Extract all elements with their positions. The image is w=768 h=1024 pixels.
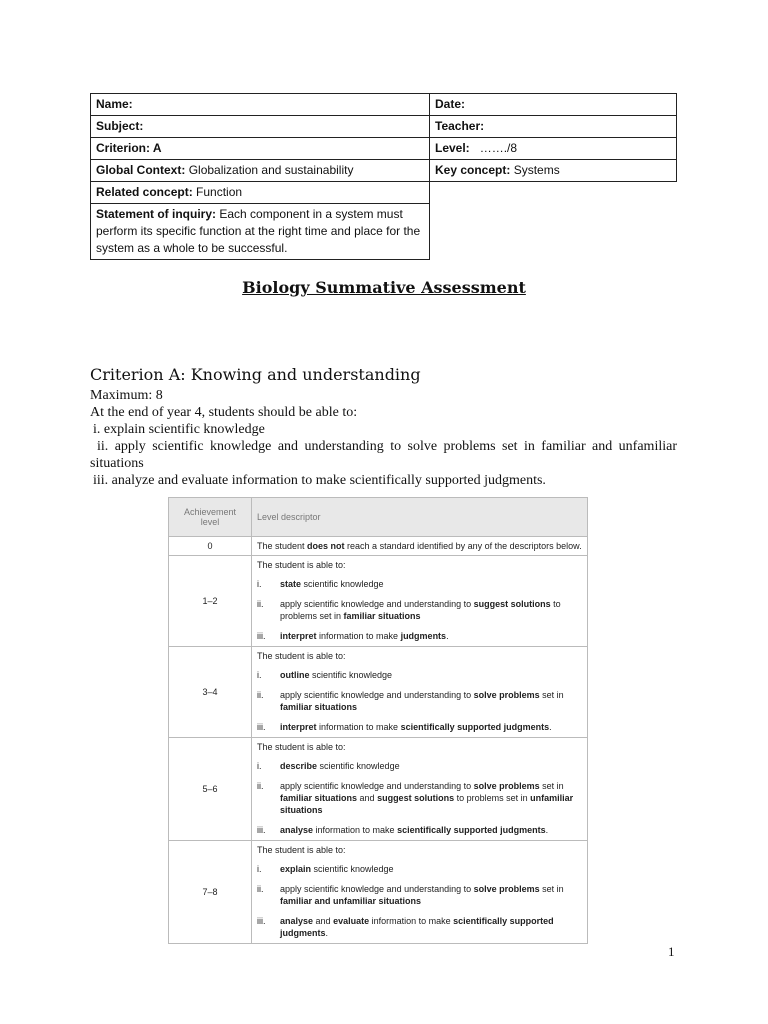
level-cell: 7–8 [169,841,252,944]
level-cell: 1–2 [169,556,252,647]
descriptor-list [257,760,582,836]
achievement-level-header: Achievement level [169,498,252,537]
related-concept-cell: Related concept: Function [91,182,430,204]
objective-1: i. explain scientific knowledge [93,422,265,437]
able-to-text: The student is able to: [257,742,346,752]
descriptor-cell [252,738,588,841]
header-info-table [90,93,677,260]
table-row [169,841,588,944]
maximum-text: Maximum: 8 [90,388,163,403]
empty-cell [430,182,677,204]
global-context-cell: Global Context: Globalization and sustainability [91,160,430,182]
list-item: iii. analyse and evaluate information to make scientifically supported judgments. [257,916,554,938]
list-item: i. state scientific knowledge [257,579,384,589]
level-cell: 5–6 [169,738,252,841]
level-cell: Level: ……./8 [430,138,677,160]
list-item: ii. apply scientific knowledge and understanding to solve problems set in familiar and unfamiliar situations [257,884,564,906]
objective-2: ii. apply scientific knowledge and understanding to solve problems set in familiar and unfamiliar situations [90,439,677,471]
level-cell: 0 [169,537,252,556]
able-to-text: The student is able to: [257,560,346,570]
descriptor-cell [252,841,588,944]
descriptor-list [257,578,582,642]
criterion-body [90,387,677,489]
descriptor-cell [252,647,588,738]
list-item: iii. interpret information to make judgments. [257,631,449,641]
able-to-text: The student is able to: [257,651,346,661]
name-cell: Name: [91,94,430,116]
list-item: i. outline scientific knowledge [257,670,393,680]
descriptor-cell [252,556,588,647]
intro-text: At the end of year 4, students should be able to: [90,405,358,420]
descriptor-list [257,863,582,939]
teacher-cell: Teacher: [430,116,677,138]
list-item: ii. apply scientific knowledge and understanding to solve problems set in familiar situations [257,690,564,712]
able-to-text: The student is able to: [257,845,346,855]
subject-cell: Subject: [91,116,430,138]
table-row [169,738,588,841]
level-cell: 3–4 [169,647,252,738]
criterion-cell: Criterion: A [91,138,430,160]
statement-of-inquiry-cell: Statement of inquiry: Each component in a system must perform its specific function at the right time and place for the system as a whole to be successful. [91,204,430,260]
list-item: iii. analyse information to make scientifically supported judgments. [257,825,549,835]
document-title: Biology Summative Assessment [242,278,526,297]
list-item: ii. apply scientific knowledge and understanding to suggest solutions to problems set in familiar situations [257,599,561,621]
empty-cell [430,204,677,260]
key-concept-cell: Key concept: Systems [430,160,677,182]
descriptor-cell: The student does not reach a standard identified by any of the descriptors below. [252,537,588,556]
criterion-heading: Criterion A: Knowing and understanding [90,365,421,384]
table-row [169,647,588,738]
rubric-table [168,497,588,944]
descriptor-list [257,669,582,733]
level-descriptor-header: Level descriptor [252,498,588,537]
table-row [169,537,588,556]
objective-3: iii. analyze and evaluate information to make scientifically supported judgments. [93,473,546,488]
table-row [169,556,588,647]
date-cell: Date: [430,94,677,116]
list-item: i. describe scientific knowledge [257,761,400,771]
list-item: i. explain scientific knowledge [257,864,394,874]
page-number: 1 [668,944,675,959]
list-item: ii. apply scientific knowledge and understanding to solve problems set in familiar situations and suggest solutions to problems set in unfamiliar situations [257,781,574,815]
list-item: iii. interpret information to make scientifically supported judgments. [257,722,552,732]
